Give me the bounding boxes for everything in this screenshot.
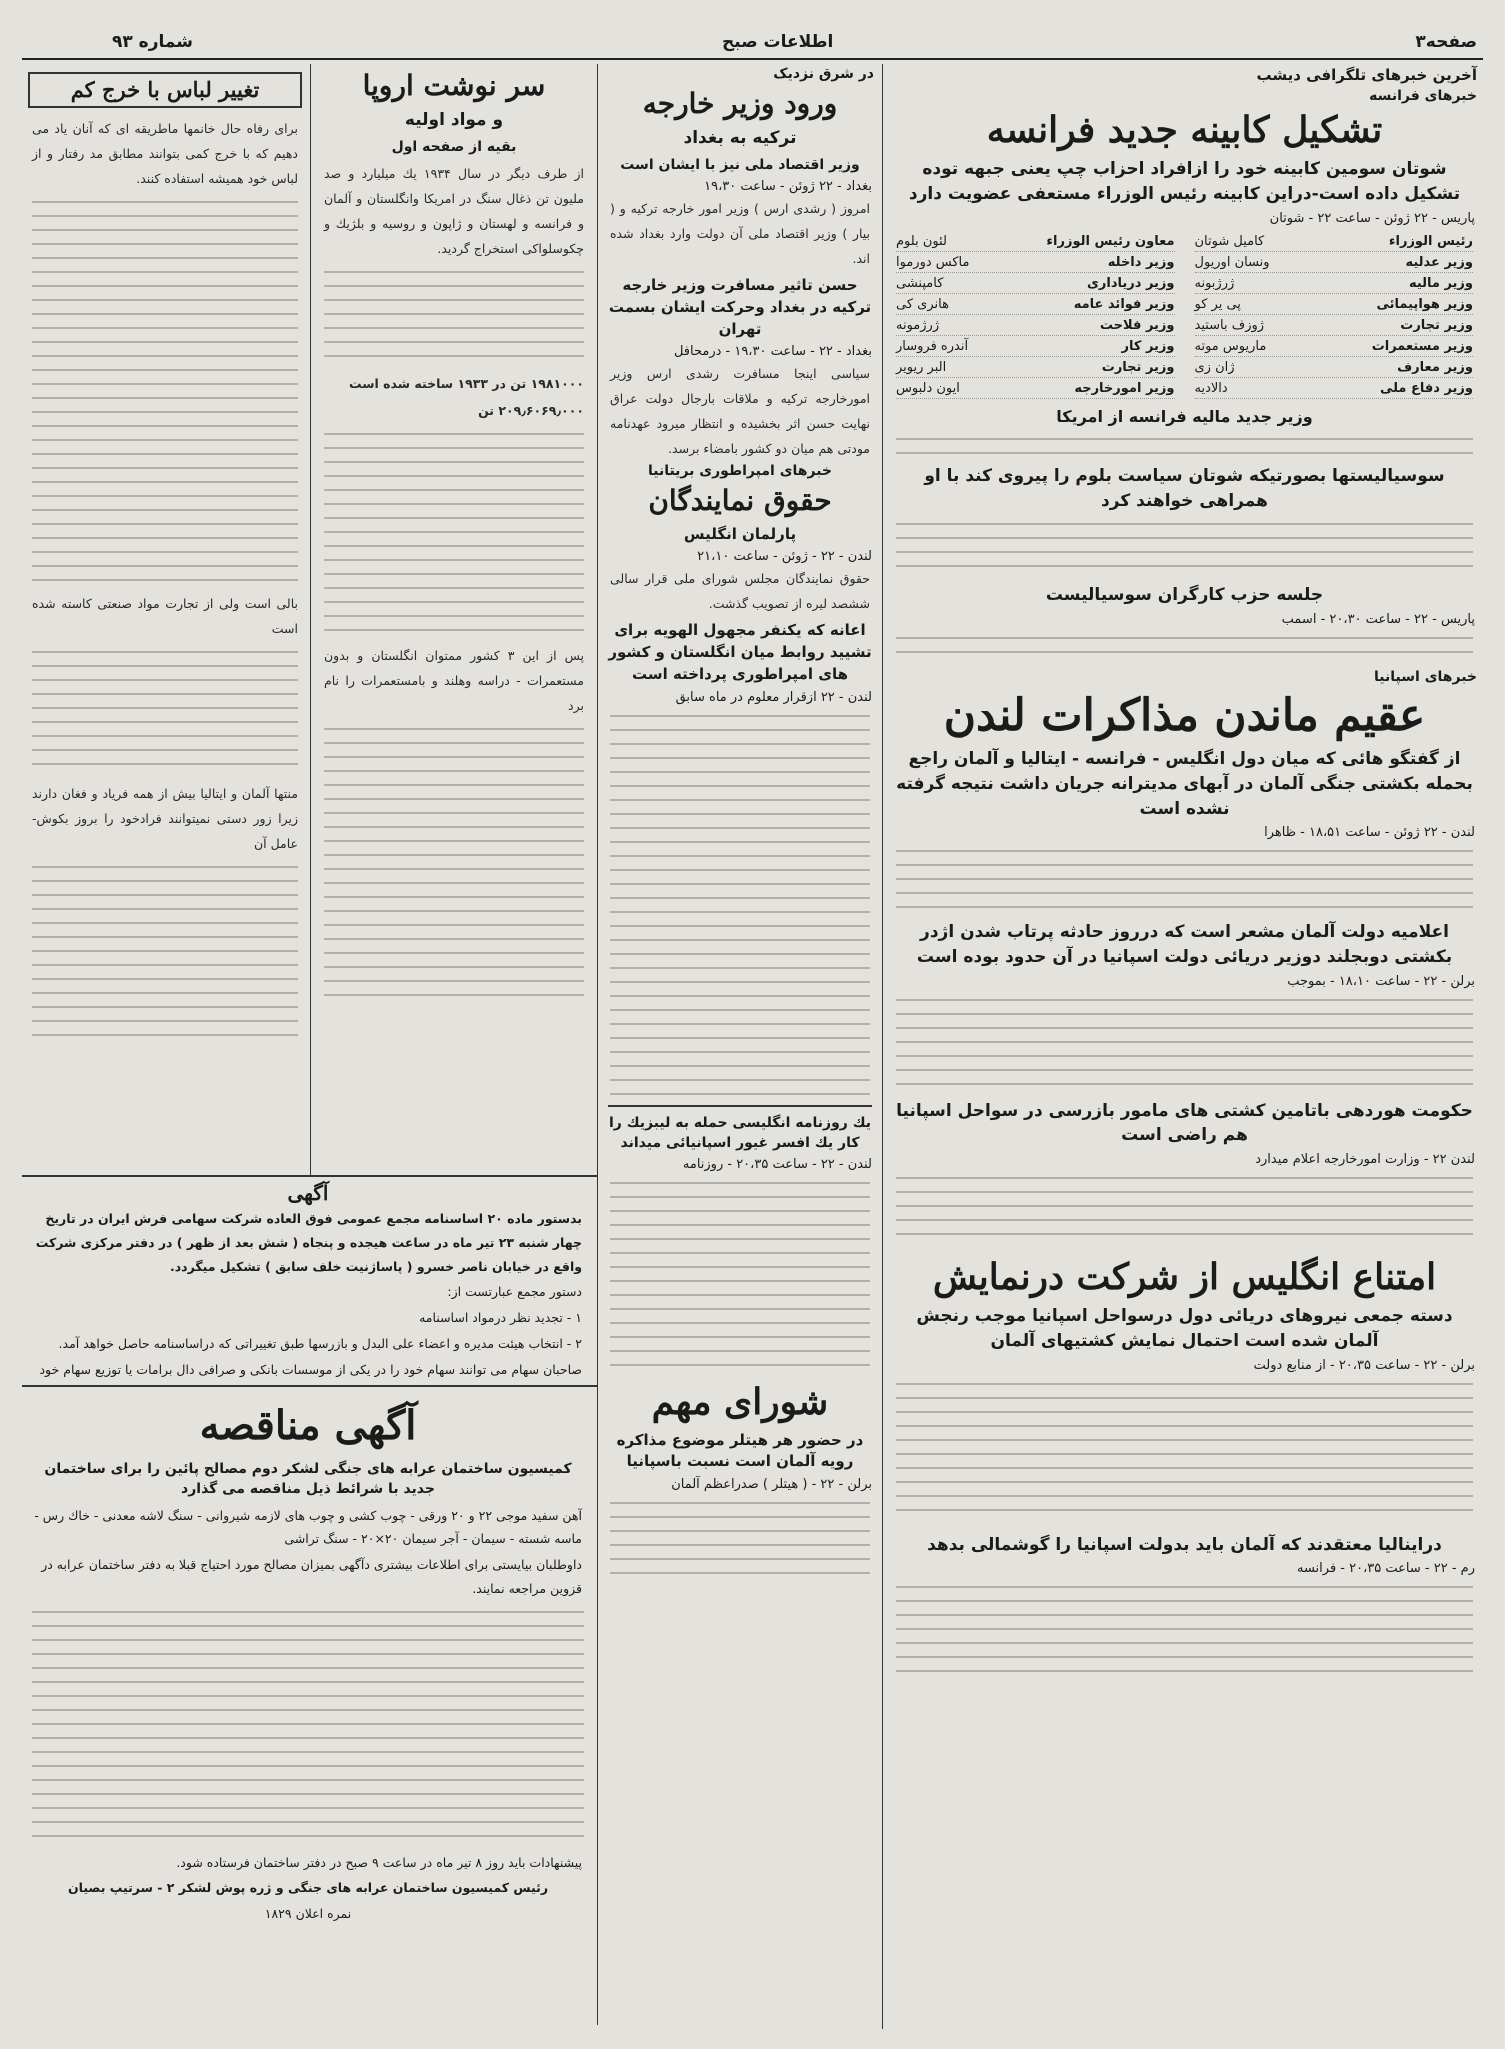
headline-socialists: سوسیالیستها بصورتیکه شوتان سیاست بلوم را پیروی کند با او همراهی خواهند کرد (924, 465, 1445, 511)
minister-role: وزیر تجارت (1400, 317, 1473, 333)
column-rule (310, 64, 311, 1175)
subheadline: از گفتگو هائی که میان دول انگلیس - فرانسه - ایتالیا و آلمان راجع بحمله بکشتی جنگی آلمان در آبهای مدیترانه جریان داشت نتیجه گرفته نشده است (896, 749, 1473, 819)
text-block (896, 1383, 1473, 1523)
ad-agenda-item: ۱ - تجدید نظر درمواد اساسنامه (419, 1310, 582, 1325)
ad-agenda-title: دستور مجمع عبارتست از: (447, 1284, 582, 1300)
text-block (32, 651, 298, 771)
minister-name: البر ریویر (896, 359, 947, 375)
figure-text: ۱۹۸۱۰۰۰ تن در ۱۹۳۳ ساخته شده است (349, 376, 584, 392)
page-header (22, 28, 1483, 60)
minister-name: ماریوس موته (1194, 338, 1267, 354)
minister-name: ژان زی (1194, 359, 1235, 375)
ad-items: آهن سفید موجی ۲۲ و ۲۰ ورقی - چوب کشی و چوب های لازمه شیروانی - سنگ لاشه معدنی - خاك رس - ماسه شسته - سیمان - آجر سیمان ۲۰×۲۰ - سنگ تراشی (34, 1507, 582, 1547)
minister-row (1195, 253, 1474, 273)
minister-role: وزیر معارف (1397, 359, 1473, 375)
section-label: خبرهای فرانسه (1369, 88, 1477, 104)
minister-role: وزیر فلاحت (1099, 317, 1175, 333)
minister-role: وزیر تجارت (1101, 359, 1175, 375)
article-text: بالی است ولی از تجارت مواد صنعتی کاسته شده است (32, 596, 298, 637)
section-rule (22, 1385, 597, 1387)
minister-row (896, 295, 1175, 315)
headline-europe-fate: سر نوشت اروپا (362, 69, 546, 102)
headline-france-cabinet: تشکیل کابینه جدید فرانسه (986, 109, 1383, 151)
ad-title: آگهی (287, 1181, 329, 1205)
text-block (324, 728, 584, 1008)
page-number: صفحه۳ (1415, 32, 1477, 52)
minister-role: وزیر عدلیه (1405, 254, 1473, 270)
headline-turkey-visit: حسن تاثیر مسافرت وزیر خارجه ترکیه در بغداد وحرکت ایشان بسمت تهران (608, 276, 872, 338)
ad-subtitle: کمیسیون ساختمان عرابه های جنگی لشکر دوم مصالح پائین را برای ساختمان جدید با شرائط ذیل مناقصه می گذارد (44, 1461, 572, 1498)
text-block (896, 999, 1473, 1089)
text-block (32, 201, 298, 581)
subheadline: و مواد اولیه (404, 110, 504, 131)
minister-row (1195, 232, 1474, 252)
minister-row (1195, 379, 1474, 399)
article-text: امروز ( رشدی ارس ) وزیر امور خارجه ترکیه و ( بیار ) وزیر اقتصاد ملی آن دولت وارد بغداد شده اند. (610, 201, 870, 267)
ad-notice-number: نمره اعلان ۱۸۲۹ (264, 1906, 352, 1922)
column-rule (882, 64, 883, 1239)
subheadline: پارلمان انگلیس (683, 524, 797, 543)
article-text: پس از این ۳ کشور ممتوان انگلستان و بدون مستعمرات - دراسه وهلند و بامستعمرات را نام برد (324, 648, 584, 714)
headline-finance-minister: وزیر جدید مالیه فرانسه از امریکا (1056, 406, 1313, 426)
headline-german-statement: اعلامیه دولت آلمان مشعر است که درروز حادثه پرتاب شدن اژدر بکشتی دوبجلند دوزیر دریائی دولت اسپانیا در آن حدود بوده است (916, 922, 1453, 967)
minister-row (1195, 337, 1474, 357)
dateline: لندن - ۲۲ - ژوئن - ساعت ۲۱،۱۰ (697, 549, 872, 565)
text-block (896, 637, 1473, 659)
text-block (896, 523, 1473, 573)
minister-name: پی یر کو (1194, 296, 1241, 312)
minister-name: کامیل شوتان (1194, 233, 1265, 249)
minister-role: وزیر مستعمرات (1371, 338, 1473, 354)
minister-role: وزیر هواپیمائی (1376, 296, 1473, 312)
column-europe-fate (314, 64, 594, 1170)
article-text: حقوق نمایندگان مجلس شورای ملی قرار سالی ششصد لیره از تصویب گذشت. (610, 571, 870, 612)
section-label: خبرهای امپراطوری بریتانیا (647, 463, 833, 480)
minister-row (1195, 316, 1474, 336)
ad-text: داوطلبان بیایستی برای اطلاعات بیشتری دآگهی بمیزان مصالح مورد احتیاج قبلا به دفتر ساختمان عرابه در قزوین مراجعه نمایند. (41, 1557, 582, 1596)
headline-london-talks: عقیم ماندن مذاکرات لندن (943, 689, 1426, 741)
subheadline: دسته جمعی نیروهای دریائی دول درسواحل اسپانیا موجب رنجش آلمان شده است احتمال نمایش کشتیهای آلمان (916, 1306, 1453, 1351)
minister-row (896, 358, 1175, 378)
section-label: خبرهای اسپانیا (1374, 668, 1477, 685)
minister-name: ژرژبونه (1194, 275, 1235, 291)
headline-mp-salaries: حقوق نمایندگان (648, 484, 832, 518)
article-text: سیاسی اینجا مسافرت رشدی ارس وزیر امورخارجه ترکیه و ملاقات بارجال دولت عراق نهایت حسن اثر بخشیده و انتظار میرود عهدنامه مودتی هم میان دو کشور بامضاء برسد. (610, 366, 870, 457)
figure-text: ۲۰۹٫۶۰۶۹٫۰۰۰ تن (478, 403, 584, 419)
minister-row (896, 316, 1175, 336)
text-block (896, 1586, 1473, 1676)
minister-name: کامپنشی (896, 275, 944, 291)
headline-socialist-meeting: جلسه حزب کارگران سوسیالیست (1045, 585, 1324, 606)
newspaper-name: اطلاعات صبح (722, 32, 834, 52)
section-kicker: در شرق نزدیک (773, 66, 874, 82)
column-france-spain (886, 64, 1483, 2024)
minister-name: ونسان اوریول (1194, 254, 1270, 270)
article-text: منتها آلمان و ایتالیا بیش از همه فریاد و فغان دارند زیرا زور دستی نمیتوانند فرادخود را بروز بکوش-عامل آن (32, 786, 298, 852)
minister-role: وزیر مالیه (1408, 275, 1473, 291)
minister-role: وزیر داخله (1107, 254, 1175, 270)
dateline: برلن - ۲۲ - ساعت ۲۰،۳۵ - از منابع دولت (1253, 1357, 1475, 1373)
minister-role: رئیس الوزراء (1388, 233, 1473, 249)
minister-name: لئون بلوم (896, 233, 947, 249)
subheadline: وزیر اقتصاد ملی نیز با ایشان است (620, 156, 860, 173)
minister-role: وزیر فوائد عامه (1073, 296, 1175, 312)
continued-note: بقیه از صفحه اول (391, 138, 517, 155)
text-block (896, 1177, 1473, 1247)
subheadline: ترکیه به بغداد (683, 128, 797, 149)
dateline: برلن - ۲۲ - ( هیتلر ) صدراعظم آلمان (671, 1477, 872, 1493)
minister-name: هانری کی (896, 296, 949, 312)
minister-row (1195, 295, 1474, 315)
column-rule (882, 1239, 883, 2029)
text-block (610, 1182, 870, 1372)
section-rule (22, 1175, 597, 1177)
ad-title: آگهی مناقصه (199, 1402, 417, 1449)
ad-signature: رئیس کمیسیون ساختمان عرابه های جنگی و ژره پوش لشکر ۲ - سرتیپ بصیان (67, 1880, 549, 1896)
subheadline: شوتان سومین کابینه خود را ازافراد احزاب چپ یعنی جبهه توده تشکیل داده است-دراین کابینه رئیس الوزراء مستعفی عضویت دارد (908, 159, 1461, 205)
headline-minister-arrival: ورود وزیر خارجه (642, 87, 838, 120)
minister-role: معاون رئیس الوزراء (1046, 233, 1175, 249)
dateline: لندن - ۲۲ ازقرار معلوم در ماه سابق (675, 689, 872, 705)
minister-row (896, 337, 1175, 357)
headline-leipzig: یك روزنامه انگلیسی حمله به لیبزیك را كار یك افسر غیور اسپانیائی میداند (608, 1105, 872, 1154)
text-block (896, 850, 1473, 910)
minister-role: وزیر امورخارجه (1074, 380, 1175, 396)
dateline: پاریس - ۲۲ ژوئن - ساعت ۲۲ - شوتان (1269, 210, 1475, 226)
dateline: لندن - ۲۲ ژوئن - ساعت ۱۸،۵۱ - ظاهرا (1264, 825, 1475, 841)
minister-role: وزیر دریاداری (1086, 275, 1175, 291)
column-rule (597, 1175, 598, 2025)
minister-name: ایون دلبوس (896, 380, 960, 396)
dateline: لندن - ۲۲ - ساعت ۲۰،۳۵ - روزنامه (682, 1157, 872, 1173)
text-block (32, 866, 298, 1046)
column-dress-change (22, 64, 308, 1170)
ad-agenda-item: ۲ - انتخاب هیئت مدیره و اعضاء علی البدل و بازرسها طبق تغییراتی که دراساسنامه حاصل خواهد آمد. (58, 1335, 582, 1351)
minister-row (1195, 274, 1474, 294)
ad-footer: صاحبان سهام می توانند سهام خود را در یکی از موسسات بانکی و صرافی دال برامات یا توزیع سهام خود (39, 1361, 582, 1377)
headline-britain-refusal: امتناع انگلیس از شرکت درنمایش (932, 1255, 1437, 1298)
minister-row (896, 253, 1175, 273)
headline-important-council: شورای مهم (651, 1381, 829, 1424)
minister-row (896, 232, 1175, 252)
ministers-list (896, 232, 1473, 399)
text-block (610, 1502, 870, 1582)
minister-name: ماکس دورموا (896, 254, 970, 270)
column-rule (597, 64, 598, 1175)
headline-donation: اعانه که یکنفر مجهول الهویه برای تشیید روابط میان انگلستان و کشور های امپراطوری پرداخته است (608, 621, 872, 683)
text-block (32, 1611, 584, 1841)
dateline: لندن ۲۲ - وزارت امورخارجه اعلام میدارد (1255, 1151, 1475, 1167)
headline-dress-change: تغییر لباس با خرج کم (28, 72, 302, 108)
minister-name: ژرژمونه (896, 317, 940, 333)
article-text: از طرف دیگر در سال ۱۹۳۴ یك میلیارد و صد ملیون تن ذغال سنگ در امریکا وانگلستان و آلمان و فرانسه و لهستان و ژاپون و روسیه و بلژیك و چکوسلواکی استخراج گردید. (324, 166, 584, 257)
issue-number: شماره ۹۳ (112, 32, 194, 52)
notice-ad-tender (22, 1392, 594, 2022)
minister-role: وزیر دفاع ملی (1379, 380, 1473, 396)
article-text: برای رفاه حال خانمها ماطریقه ای که آنان یاد می دهیم که با خرج کمی بتوانند مطابق مد رفتار و از لباس خود همیشه استفاده کنند. (32, 121, 298, 187)
minister-name: ژوزف باستید (1194, 317, 1265, 333)
minister-row (896, 379, 1175, 399)
headline-inspection: حکومت هوردهی باتامین کشتی های مامور بازرسی در سواحل اسپانیا هم راضی است (896, 1100, 1473, 1146)
ad-text: بدستور ماده ۲۰ اساسنامه مجمع عمومی فوق العاده شرکت سهامی فرش ایران در تاریخ چهار شنبه ۲۳ تیر ماه در ساعت هیجده و پنجاه ( شش بعد از ظهر ) در دفتر مرکزی شرکت واقع در خیابان ناصر خسرو ( پاساژنیت خلف سابق ) تشکیل میگردد. (35, 1211, 582, 1274)
dateline: بغداد - ۲۲ - ساعت ۱۹،۳۰ - درمحافل (673, 344, 872, 360)
dateline: بغداد - ۲۲ ژوئن - ساعت ۱۹،۳۰ (704, 179, 872, 195)
minister-name: آندره فروسار (896, 338, 969, 354)
dateline: رم - ۲۲ - ساعت ۲۰،۳۵ - فرانسه (1296, 1561, 1475, 1577)
text-block (324, 271, 584, 361)
notice-ad-carpet-company (22, 1180, 594, 1380)
ad-text: پیشنهادات باید روز ۸ تیر ماه در ساعت ۹ صبح در دفتر ساختمان فرستاده شود. (176, 1854, 582, 1870)
text-block (610, 715, 870, 915)
minister-name: دالادیه (1194, 380, 1228, 396)
minister-role: وزیر کار (1121, 338, 1175, 354)
dateline: برلن - ۲۲ - ساعت ۱۸،۱۰ - بموجب (1287, 973, 1475, 989)
minister-row (1195, 358, 1474, 378)
section-kicker: آخرین خبرهای تلگرافی دیشب (1256, 66, 1477, 84)
subheadline: در حضور هر هیتلر موضوع مذاکره رویه آلمان است نسبت باسپانیا (616, 1430, 864, 1471)
headline-italy-view: دراینالیا معتقدند که آلمان باید بدولت اسپانیا را گوشمالی بدهد (927, 1534, 1442, 1555)
column-near-east-britain (600, 64, 880, 2024)
text-block (610, 925, 870, 1095)
dateline: پاریس - ۲۲ - ساعت ۲۰،۳۰ - اسمب (1281, 611, 1475, 627)
minister-row (896, 274, 1175, 294)
text-block (896, 438, 1473, 454)
text-block (324, 433, 584, 633)
